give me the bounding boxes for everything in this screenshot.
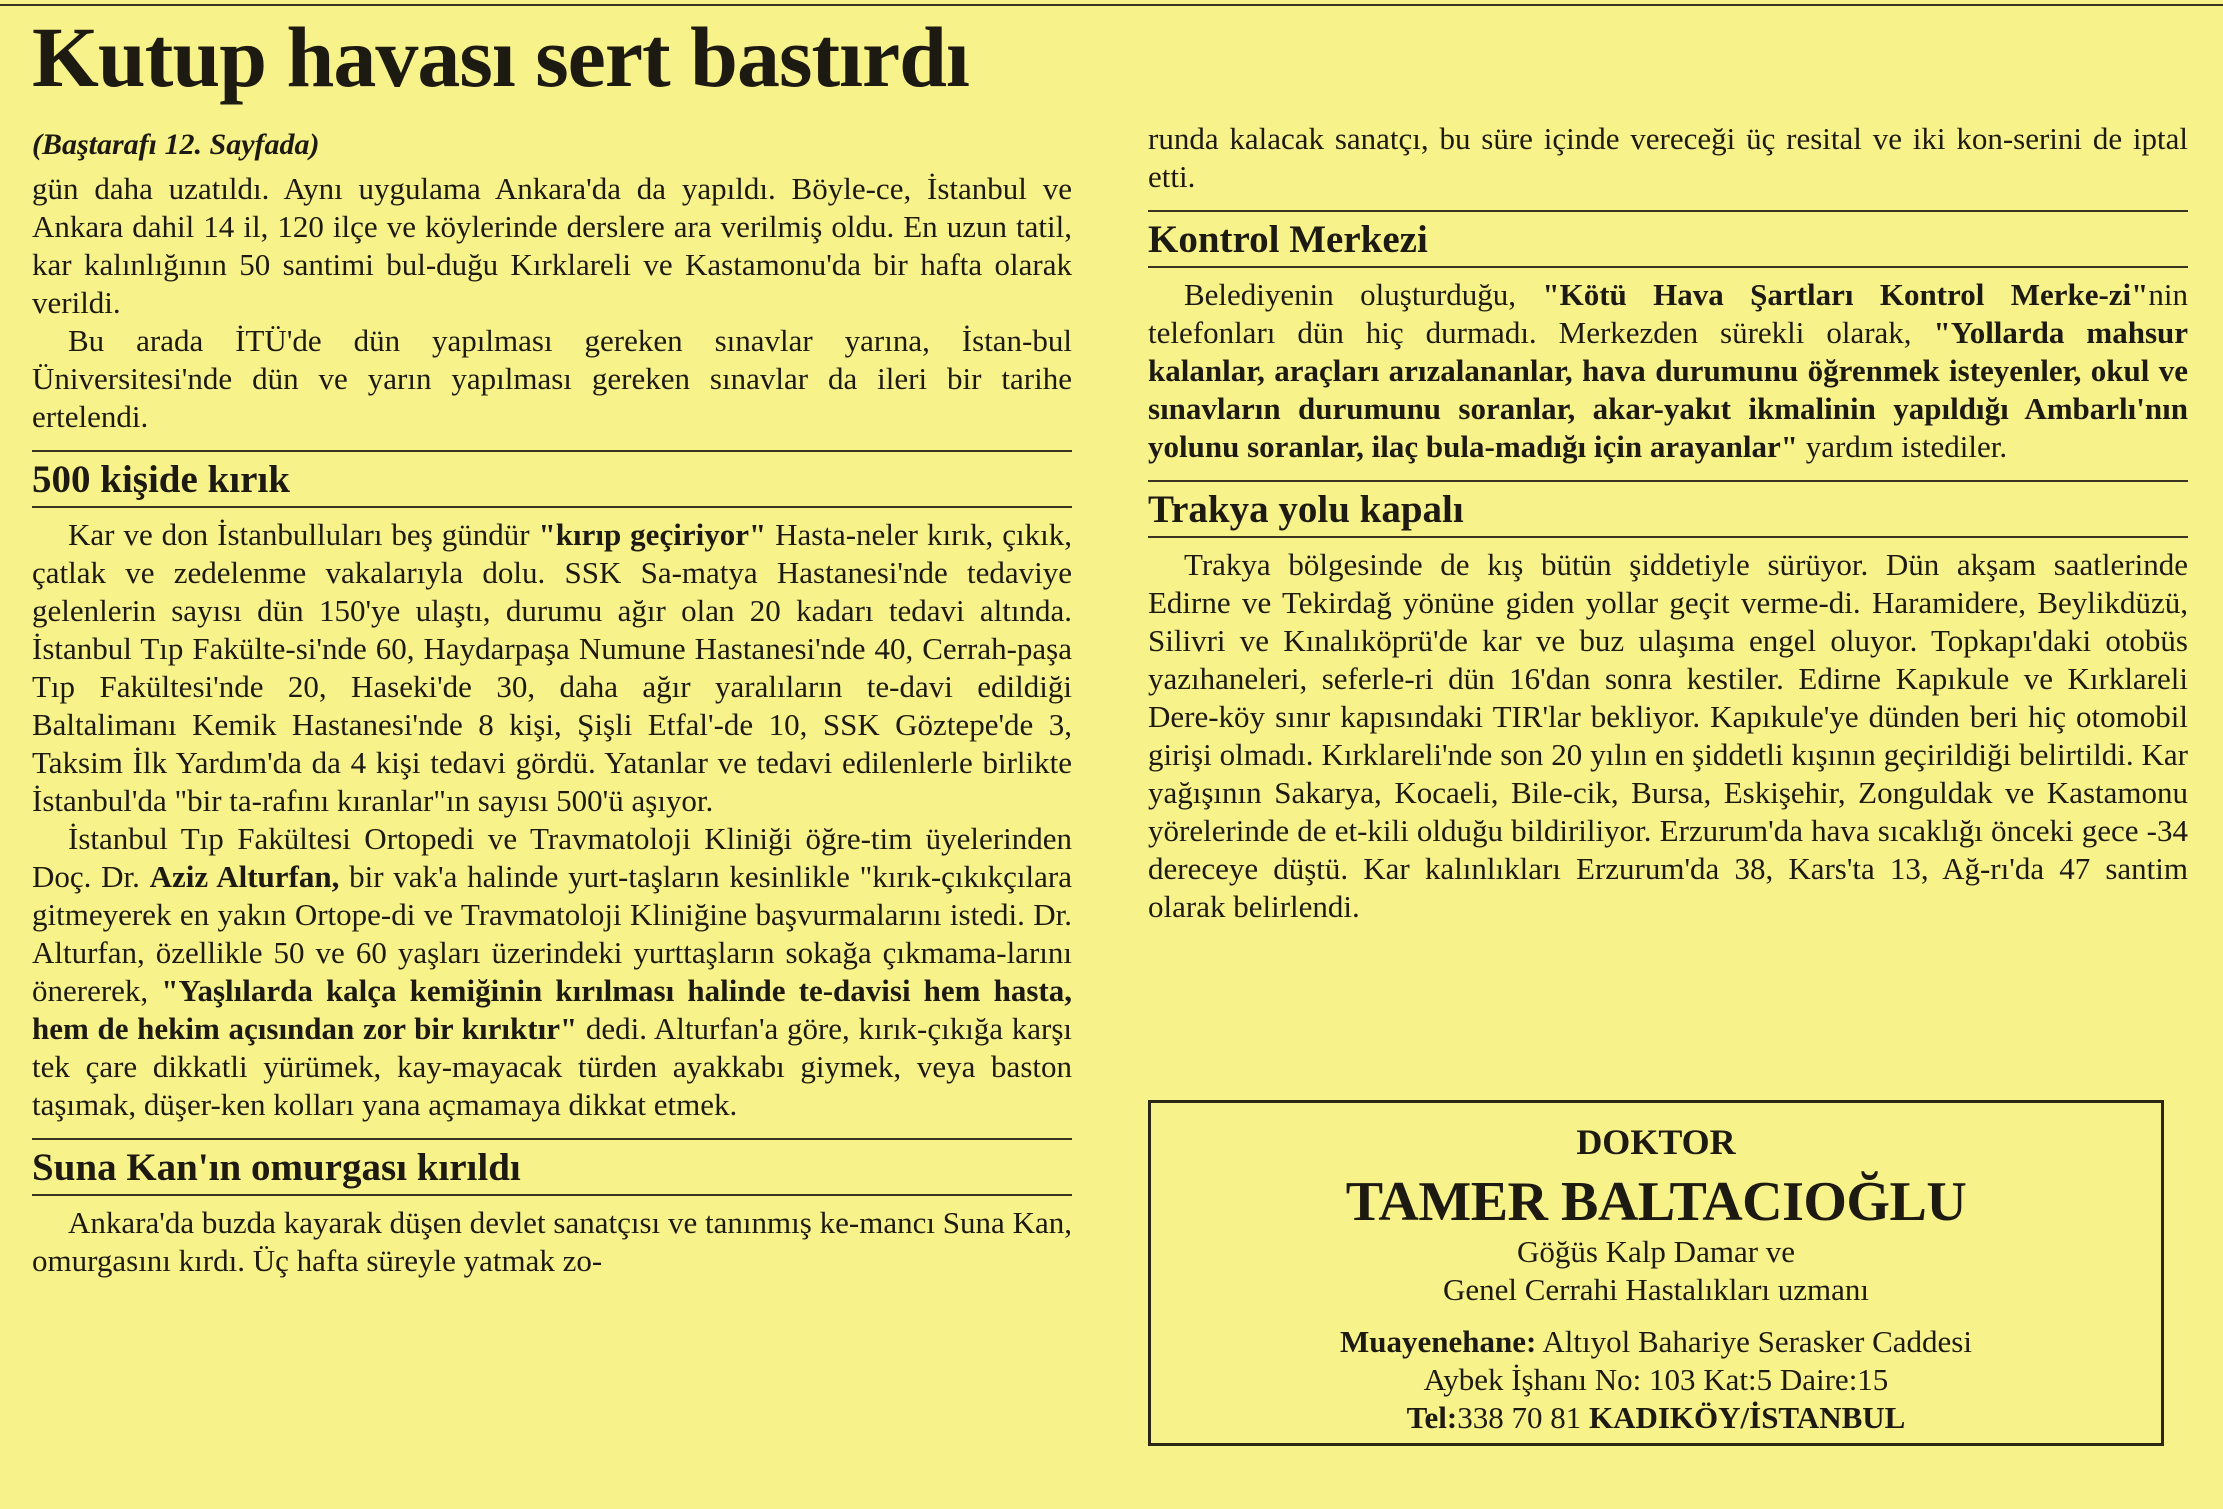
- ad-title: DOKTOR: [1576, 1122, 1736, 1162]
- intro-paragraph-1: gün daha uzatıldı. Aynı uygulama Ankara'da da yapıldı. Böyle-ce, İstanbul ve Ankara dahil 14 il, 120 ilçe ve köylerinde derslere ara verilmiş oldu. En uzun tatil, kar kalınlığının 50 santimi bul-duğu Kırklareli ve Kastamonu'da bir hafta olarak verildi.: [32, 171, 1072, 320]
- ad-specialty-1: Göğüs Kalp Damar ve: [1516, 1234, 1796, 1269]
- kirik-paragraph-2: İstanbul Tıp Fakültesi Ortopedi ve Travmatoloji Kliniği öğre-tim üyelerinden Doç. Dr. Aziz Alturfan, bir vak'a halinde yurt-taşların kesinlikle "kırık-çıkıkçılara gitmeyerek en yakın Ortope-di ve Travmatoloji Kliniğine başvurmalarını istedi. Dr. Alturfan, özellikle 50 ve 60 yaşları üzerindeki yurttaşların sokağa çıkmama-larını önererek, "Yaşlılarda kalça kemiğinin kırılması halinde te-davisi hem hasta, hem de hekim açısından zor bir kırıktır" dedi. Alturfan'a göre, kırık-çıkığa karşı tek çare dikkatli yürümek, kay-mayacak türden ayakkabı giymek, veya baston taşımak, düşer-ken kolları yana açmamaya dikkat etmek.: [32, 821, 1073, 1122]
- suna-continuation: runda kalacak sanatçı, bu süre içinde vereceği üç resital ve iki kon-serini de iptal etti.: [1148, 121, 2188, 194]
- section-title-kirik: 500 kişide kırık: [32, 458, 290, 501]
- left-column: [32, 170, 1072, 1280]
- ad-specialty-2: Genel Cerrahi Hastalıkları uzmanı: [1442, 1272, 1870, 1307]
- section-title-suna: Suna Kan'ın omurgası kırıldı: [32, 1146, 521, 1189]
- section-title-kontrol: Kontrol Merkezi: [1148, 218, 1428, 261]
- trakya-paragraph: Trakya bölgesinde de kış bütün şiddetiyle sürüyor. Dün akşam saatlerinde Edirne ve Tekirdağ yönüne giden yollar geçit verme-di. Haramidere, Beylikdüzü, Silivri ve Kınalıköprü'de kar ve buz ulaşıma engel oluyor. Topkapı'daki otobüs yazıhaneleri, seferle-ri dün 16'dan sonra kestiler. Edirne Kapıkule ve Kırklareli Dere-köy sınır kapısındaki TIR'lar bekliyor. Kapıkule'ye dünden beri hiç otomobil girişi olmadı. Kırklareli'nde son 20 yılın en şiddetli kışının geçirildiği belirtildi. Kar yağışının Sakarya, Kocaeli, Bile-cik, Bursa, Eskişehir, Zonguldak ve Kastamonu yörelerinde de et-kili olduğu bildiriliyor. Erzurum'da hava sıcaklığı önceki gece -34 dereceye düştü. Kar kalınlıkları Erzurum'da 38, Kars'ta 13, Ağ-rı'da 47 santim olarak belirlendi.: [1148, 547, 2188, 924]
- kirik-paragraph-1: Kar ve don İstanbulluları beş gündür "kırıp geçiriyor" Hasta-neler kırık, çıkık, çatlak ve zedelenme vakalarıyla dolu. SSK Sa-matya Hastanesi'nde tedaviye gelenlerin sayısı dün 150'ye ulaştı, durumu ağır olan 20 kadarı tedavi altında. İstanbul Tıp Fakülte-si'nde 60, Haydarpaşa Numune Hastanesi'nde 40, Cerrah-paşa Tıp Fakültesi'nde 20, Haseki'de 30, daha ağır yaralıların te-davi edildiği Baltalimanı Kemik Hastanesi'nde 8 kişi, Şişli Etfal'-de 10, SSK Göztepe'de 3, Taksim İlk Yardım'da da 4 kişi tedavi gördü. Yatanlar ve tedavi edilenlerle birlikte İstanbul'da "bir ta-rafını kıranlar"ın sayısı 500'ü aşıyor.: [32, 517, 1072, 818]
- top-rule: [0, 4, 2223, 6]
- suna-paragraph: Ankara'da buzda kayarak düşen devlet sanatçısı ve tanınmış ke-mancı Suna Kan, omurgasını kırdı. Üç hafta süreyle yatmak zo-: [32, 1205, 1072, 1278]
- kontrol-paragraph: Belediyenin oluşturduğu, "Kötü Hava Şartları Kontrol Merke-zi"nin telefonları dün hiç durmadı. Merkezden sürekli olarak, "Yollarda mahsur kalanlar, araçları arızalananlar, hava durumunu öğrenmek isteyenler, okul ve sınavların durumunu soranlar, akar-yakıt ikmalinin yapıldığı Ambarlı'nın yolunu soranlar, ilaç bula-madığı için arayanlar" yardım istediler.: [1148, 277, 2189, 464]
- continuation-credit: (Baştarafı 12. Sayfada): [32, 128, 320, 161]
- right-column: [1148, 120, 2188, 926]
- section-title-trakya: Trakya yolu kapalı: [1148, 488, 1464, 531]
- ad-telephone: Tel:338 70 81 KADIKÖY/İSTANBUL: [1406, 1400, 1906, 1435]
- headline: Kutup havası sert bastırdı: [32, 9, 969, 105]
- ad-address-2: Aybek İşhanı No: 103 Kat:5 Daire:15: [1423, 1362, 1889, 1397]
- ad-address-1: Muayenehane: Altıyol Bahariye Serasker Caddesi: [1340, 1324, 1972, 1359]
- intro-paragraph-2: Bu arada İTÜ'de dün yapılması gereken sınavlar yarına, İstan-bul Üniversitesi'nde dün ve yarın yapılması gereken sınavlar da ileri bir tarihe ertelendi.: [32, 323, 1072, 434]
- doctor-advertisement: [1148, 1100, 2164, 1446]
- ad-doctor-name: TAMER BALTACIOĞLU: [1345, 1171, 1967, 1233]
